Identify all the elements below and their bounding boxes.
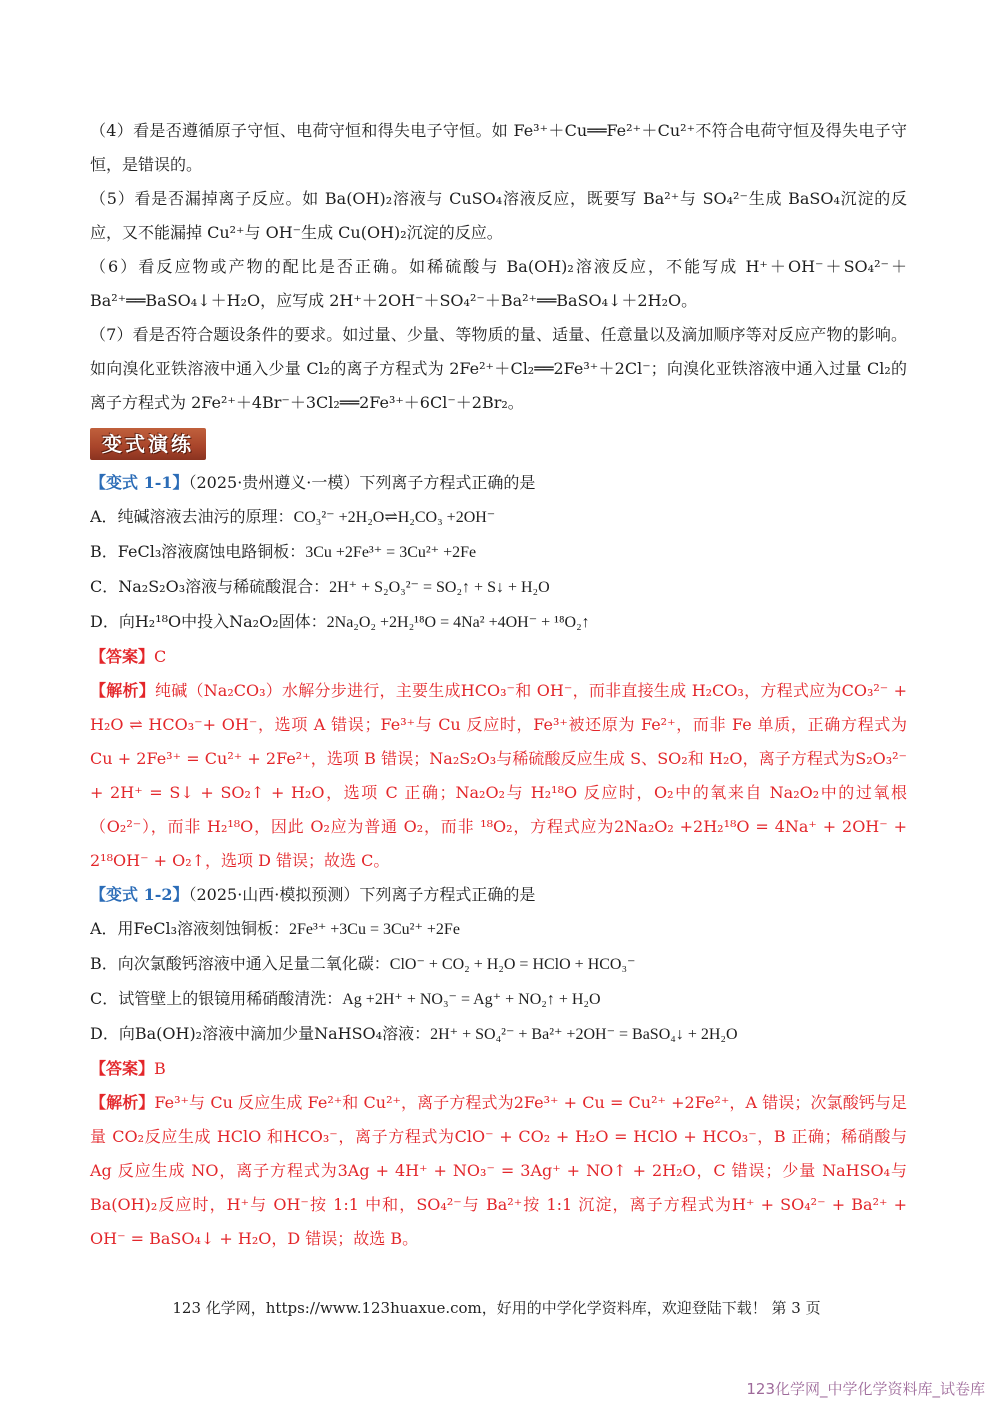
option-formula: CO₃²⁻ +2H₂O⇌H₂CO₃ +2OH⁻	[293, 509, 496, 526]
page-footer: 123 化学网，https://www.123huaxue.com，好用的中学化学资料库，欢迎登陆下载！ 第 3 页	[172, 1299, 821, 1317]
option-formula: 2H⁺ + SO₄²⁻ + Ba²⁺ +2OH⁻ = BaSO₄↓ + 2H₂O	[430, 1026, 738, 1043]
option-formula: Ag +2H⁺ + NO₃⁻ = Ag⁺ + NO₂↑ + H₂O	[342, 991, 601, 1008]
exercise-tag: 【变式 1-1】	[90, 473, 189, 492]
option-label: D．向H₂¹⁸O中投入Na₂O₂固体：	[90, 612, 327, 631]
analysis-label: 【解析】	[90, 1093, 155, 1112]
exercise-source: （2025·山西·模拟预测）下列离子方程式正确的是	[188, 885, 536, 904]
section-banner: 变式演练	[90, 428, 206, 460]
answer-label: 【答案】	[90, 1059, 155, 1078]
option-label: C．Na₂S₂O₃溶液与稀硫酸混合：	[90, 577, 330, 596]
option-c	[90, 982, 907, 1017]
rule-paragraph-5: （5）看是否漏掉离子反应。如 Ba(OH)₂溶液与 CuSO₄溶液反应，既要写 Ba²⁺与 SO₄²⁻生成 BaSO₄沉淀的反应，又不能漏掉 Cu²⁺与 OH⁻生成 Cu(OH)₂沉淀的反应。	[90, 189, 907, 242]
option-d	[90, 1017, 907, 1052]
option-a	[90, 500, 907, 535]
answer-label: 【答案】	[90, 647, 155, 666]
analysis-paragraph	[90, 674, 907, 878]
option-b	[90, 535, 907, 570]
rule-paragraph-4: （4）看是否遵循原子守恒、电荷守恒和得失电子守恒。如 Fe³⁺＋Cu══Fe²⁺＋Cu²⁺不符合电荷守恒及得失电子守恒，是错误的。	[90, 121, 907, 174]
option-formula: 3Cu +2Fe³⁺ = 3Cu²⁺ +2Fe	[305, 544, 477, 561]
exercise-tag: 【变式 1-2】	[90, 885, 189, 904]
rule-paragraph-7: （7）看是否符合题设条件的要求。如过量、少量、等物质的量、适量、任意量以及滴加顺序等对反应产物的影响。如向溴化亚铁溶液中通入少量 Cl₂的离子方程式为 2Fe²⁺＋Cl₂══2Fe³⁺＋2Cl⁻；向溴化亚铁溶液中通入过量 Cl₂的离子方程式为 2Fe²⁺＋4Br⁻＋3Cl₂══2Fe³⁺＋6Cl⁻＋2Br₂。	[90, 325, 907, 412]
option-formula: 2H⁺ + S₂O₃²⁻ = SO₂↑ + S↓ + H₂O	[329, 579, 550, 596]
exercise-1-1	[90, 466, 907, 878]
answer-line	[90, 640, 907, 674]
option-label: B．向次氯酸钙溶液中通入足量二氧化碳：	[90, 954, 390, 973]
option-formula: 2Fe³⁺ +3Cu = 3Cu²⁺ +2Fe	[289, 921, 460, 938]
rule-paragraph-6: （6）看反应物或产物的配比是否正确。如稀硫酸与 Ba(OH)₂溶液反应，不能写成 H⁺＋OH⁻＋SO₄²⁻＋Ba²⁺══BaSO₄↓＋H₂O，应写成 2H⁺＋2OH⁻＋SO₄²⁻＋Ba²⁺══BaSO₄↓＋2H₂O。	[90, 257, 907, 310]
option-d	[90, 605, 907, 640]
answer-value: B	[154, 1059, 166, 1078]
option-formula: ClO⁻ + CO₂ + H₂O = HClO + HCO₃⁻	[389, 956, 636, 973]
answer-value: C	[154, 647, 167, 666]
option-label: B．FeCl₃溶液腐蚀电路铜板：	[90, 542, 306, 561]
exercise-header	[90, 466, 907, 500]
option-label: A．纯碱溶液去油污的原理：	[90, 507, 294, 526]
page-content	[90, 114, 907, 1256]
analysis-text: 纯碱（Na₂CO₃）水解分步进行，主要生成HCO₃⁻和 OH⁻，而非直接生成 H₂CO₃，方程式应为CO₃²⁻ + H₂O ⇌ HCO₃⁻+ OH⁻，选项 A 错误；Fe³⁺与 Cu 反应时，Fe³⁺被还原为 Fe²⁺，而非 Fe 单质，正确方程式为 Cu + 2Fe³⁺ = Cu²⁺ + 2Fe²⁺，选项 B 错误；Na₂S₂O₃与稀硫酸反应生成 S、SO₂和 H₂O，离子方程式为S₂O₃²⁻ + 2H⁺ = S↓ + SO₂↑ + H₂O，选项 C 正确；Na₂O₂与 H₂¹⁸O 反应时，O₂中的氧来自 Na₂O₂中的过氧根（O₂²⁻），而非 H₂¹⁸O，因此 O₂应为普通 O₂，而非 ¹⁸O₂，方程式应为2Na₂O₂ +2H₂¹⁸O = 4Na⁺ + 2OH⁻ + 2¹⁸OH⁻ + O₂↑，选项 D 错误；故选 C。	[90, 681, 907, 870]
exercise-header	[90, 878, 907, 912]
exercise-1-2	[90, 878, 907, 1256]
option-a	[90, 912, 907, 947]
option-label: D．向Ba(OH)₂溶液中滴加少量NaHSO₄溶液：	[90, 1024, 431, 1043]
answer-line	[90, 1052, 907, 1086]
option-formula: 2Na₂O₂ +2H₂¹⁸O = 4Na² +4OH⁻ + ¹⁸O₂↑	[326, 614, 590, 631]
option-b	[90, 947, 907, 982]
option-label: A．用FeCl₃溶液刻蚀铜板：	[90, 919, 290, 938]
option-label: C．试管壁上的银镜用稀硝酸清洗：	[90, 989, 343, 1008]
option-c	[90, 570, 907, 605]
analysis-paragraph	[90, 1086, 907, 1256]
watermark: 123化学网_中学化学资料库_试卷库	[746, 1380, 985, 1398]
analysis-label: 【解析】	[90, 681, 156, 700]
analysis-text: Fe³⁺与 Cu 反应生成 Fe²⁺和 Cu²⁺，离子方程式为2Fe³⁺ + Cu = Cu²⁺ +2Fe²⁺，A 错误；次氯酸钙与足量 CO₂反应生成 HClO 和HCO₃⁻，离子方程式为ClO⁻ + CO₂ + H₂O = HClO + HCO₃⁻，B 正确；稀硝酸与 Ag 反应生成 NO，离子方程式为3Ag + 4H⁺ + NO₃⁻ = 3Ag⁺ + NO↑ + 2H₂O，C 错误；少量 NaHSO₄与 Ba(OH)₂反应时，H⁺与 OH⁻按 1:1 中和，SO₄²⁻与 Ba²⁺按 1:1 沉淀，离子方程式为H⁺ + SO₄²⁻ + Ba²⁺ + OH⁻ = BaSO₄↓ + H₂O，D 错误；故选 B。	[90, 1093, 907, 1248]
exercise-source: （2025·贵州遵义·一模）下列离子方程式正确的是	[188, 473, 536, 492]
